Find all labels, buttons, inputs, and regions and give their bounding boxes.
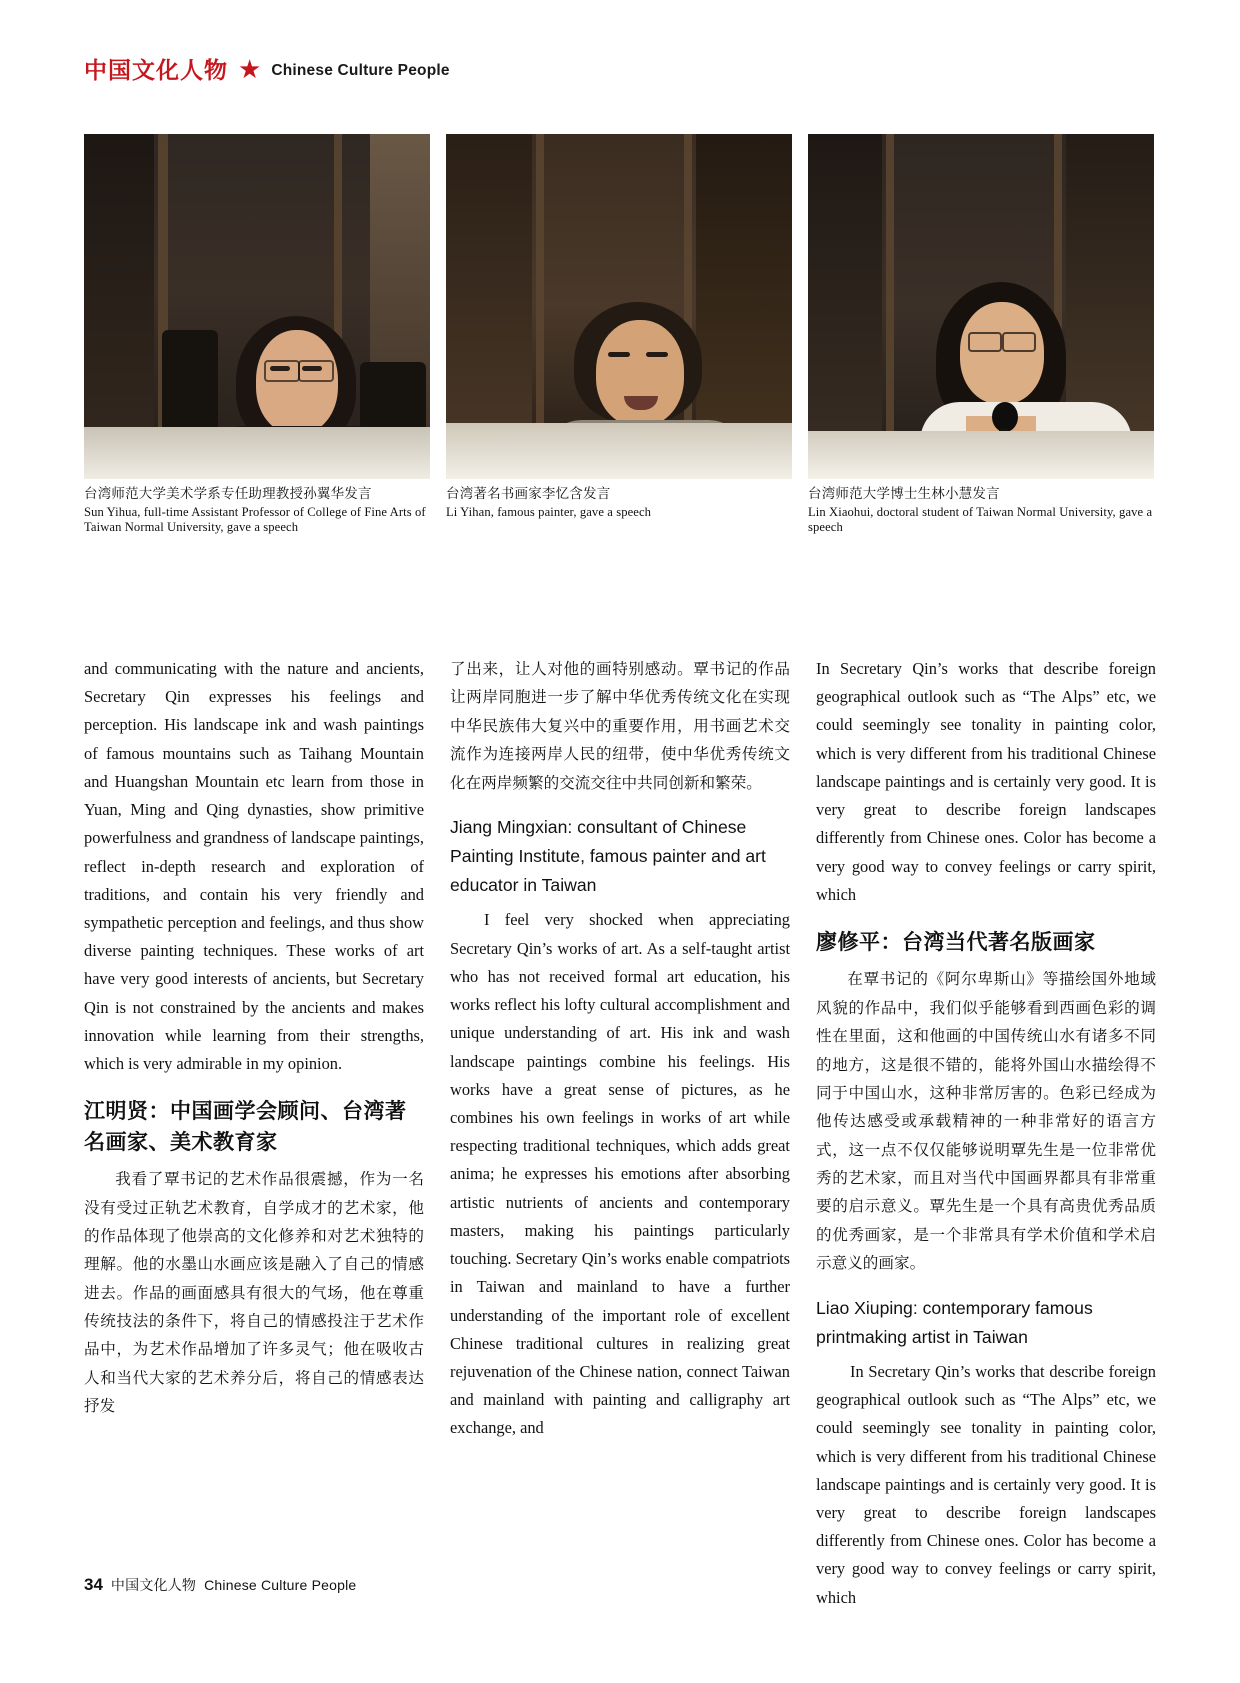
paragraph-cn-col1: 我看了覃书记的艺术作品很震撼，作为一名没有受过正轨艺术教育，自学成才的艺术家，他的作品体现了他崇高的文化修养和对艺术独特的理解。他的水墨山水画应该是融入了自己的情感进去。作品的画面感具有很大的气场，他在尊重传统技法的条件下，将自己的情感投注于艺术作品中，为艺术作品增加了许多灵气；他在吸收古人和当代大家的艺术养分后，将自己的情感表达抒发 xyxy=(84,1170,424,1416)
column-1 xyxy=(84,655,424,1612)
masthead-title-en: Chinese Culture People xyxy=(271,62,450,79)
photo-row xyxy=(84,134,1156,536)
paragraph-cn-col3: 在覃书记的《阿尔卑斯山》等描绘国外地域风貌的作品中，我们似乎能够看到西画色彩的调性在里面，这和他画的中国传统山水有诸多不同的地方，这是很不错的，能将外国山水描绘得不同于中国山水，这种非常厉害的。色彩已经成为他传达感受或承载精神的一种非常好的语言方式，这一点不仅仅能够说明覃先生是一位非常优秀的艺术家，而且对当代中国画界都具有非常重要的启示意义。覃先生是一个具有高贵优秀品质的优秀画家，是一个非常具有学术价值和学术启示意义的画家。 xyxy=(816,970,1156,1273)
page-footer xyxy=(84,1575,356,1595)
column-3 xyxy=(816,655,1156,1612)
paragraph-en-col3-bottom: In Secretary Qin’s works that describe foreign geographical outlook such as “The Alps” etc, we could seemingly see tonality in painting color, which is very different from his traditional Chinese landscape paintings and is certainly very good. It is very great to describe foreign landscapes differently from Chinese ones. Color has become a very good way to convey feelings or carry spirit, which xyxy=(816,1361,1156,1607)
photo-caption-2 xyxy=(446,486,792,520)
page-number: 34 xyxy=(84,1575,103,1594)
heading-liao-xiuping-en: Liao Xiuping: contemporary famous printmaking artist in Taiwan xyxy=(816,1297,1093,1347)
photo-li-yihan xyxy=(446,134,792,479)
photo-caption-en-1: Sun Yihua, full-time Assistant Professor of College of Fine Arts of Taiwan Normal University, gave a speech xyxy=(84,504,426,535)
star-icon: ★ xyxy=(238,55,262,84)
photo-caption-cn-3: 台湾师范大学博士生林小慧发言 xyxy=(808,486,1000,502)
paragraph-en-col3-top: In Secretary Qin’s works that describe foreign geographical outlook such as “The Alps” etc, we could seemingly see tonality in painting color, which is very different from his traditional Chinese landscape paintings and is certainly very good. It is very great to describe foreign landscapes differently from Chinese ones. Color has become a very good way to convey feelings or carry spirit, which xyxy=(816,659,1156,904)
masthead-title-cn: 中国文化人物 xyxy=(84,57,228,84)
photo-caption-3 xyxy=(808,486,1154,536)
paragraph-en-col1: and communicating with the nature and ancients, Secretary Qin expresses his feelings and perception. His landscape ink and wash paintings of famous mountains such as Taihang Mountain and Huangshan Mountain etc learn from those in Yuan, Ming and Qing dynasties, show primitive powerfulness and grandness of landscape paintings, reflect in-depth research and exploration of traditions, and contain his very friendly and sympathetic perception and feelings, and thus show diverse painting techniques. These works of art have very good interests of ancients, but Secretary Qin is not constrained by the ancients and makes innovation while learning from their strengths, which is very admirable in my opinion. xyxy=(84,659,424,1074)
photo-caption-en-2: Li Yihan, famous painter, gave a speech xyxy=(446,504,652,519)
photo-block-1 xyxy=(84,134,430,536)
paragraph-cn-col2: 了出来，让人对他的画特别感动。覃书记的作品让两岸同胞进一步了解中华优秀传统文化在实现中华民族伟大复兴中的重要作用，用书画艺术交流作为连接两岸人民的纽带，使中华优秀传统文化在两岸频繁的交流交往中共同创新和繁荣。 xyxy=(450,660,790,792)
photo-caption-1 xyxy=(84,486,430,536)
masthead xyxy=(84,55,450,84)
heading-liao-xiuping-cn: 廖修平：台湾当代著名版画家 xyxy=(816,929,1096,954)
photo-caption-cn-1: 台湾师范大学美术学系专任助理教授孙翼华发言 xyxy=(84,486,372,502)
photo-lin-xiaohui xyxy=(808,134,1154,479)
column-2 xyxy=(450,655,790,1612)
photo-caption-cn-2: 台湾著名书画家李忆含发言 xyxy=(446,486,611,502)
paragraph-en-col2: I feel very shocked when appreciating Secretary Qin’s works of art. As a self-taught artist who has not received formal art education, his works reflect his lofty cultural accomplishment and unique understanding of art. His ink and wash landscape paintings combine his feelings. His works have a great sense of pictures, as he combines his own feelings in works of art while respecting traditional techniques, which adds great anima; he expresses his emotions after absorbing artistic nutrients of ancients and contemporary masters, making his paintings particularly touching. Secretary Qin’s works enable compatriots in Taiwan and mainland to have a further understanding of the important role of excellent Chinese traditional cultures in realizing great rejuvenation of the Chinese nation, connect Taiwan and mainland with painting and calligraphy art exchange, and xyxy=(450,910,790,1438)
photo-block-2 xyxy=(446,134,792,536)
photo-block-3 xyxy=(808,134,1154,536)
article-columns xyxy=(84,655,1156,1612)
footer-title-cn: 中国文化人物 xyxy=(110,1577,197,1593)
heading-jiang-mingxian-cn: 江明贤：中国画学会顾问、台湾著名画家、美术教育家 xyxy=(84,1099,407,1154)
photo-sun-yihua xyxy=(84,134,430,479)
photo-caption-en-3: Lin Xiaohui, doctoral student of Taiwan Normal University, gave a speech xyxy=(808,504,1153,535)
heading-jiang-mingxian-en: Jiang Mingxian: consultant of Chinese Painting Institute, famous painter and art educator in Taiwan xyxy=(450,816,766,896)
footer-title-en: Chinese Culture People xyxy=(204,1577,357,1593)
